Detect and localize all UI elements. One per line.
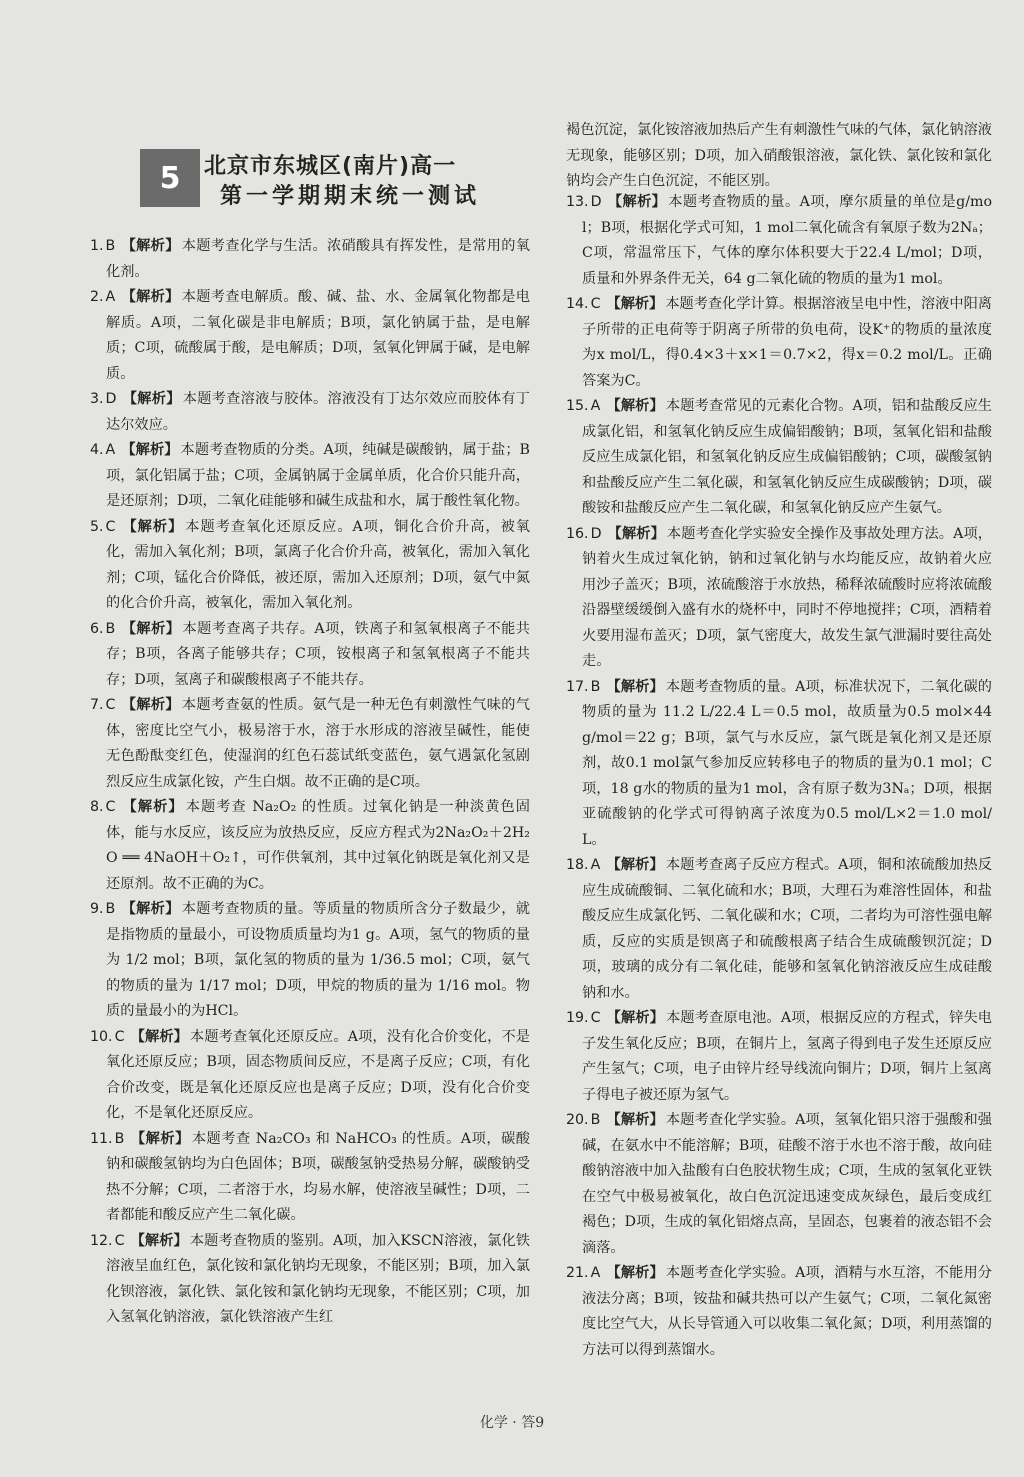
answer-item xyxy=(90,795,530,897)
answer-text: 本题考查常见的元素化合物。A项，铝和盐酸反应生成氯化铝，和氢氧化钠反应生成偏铝酸钠；B项，氢氧化铝和盐酸反应生成氯化铝，和氢氧化钠反应生成偏铝酸钠；C项，碳酸氢钠和盐酸反应产生二氧化碳，和氢氧化钠反应生成碳酸钠；D项，碳酸铵和盐酸反应产生二氧化碳，和氢氧化钠反应产生氨气。 xyxy=(582,398,992,516)
answer-choice: B xyxy=(590,678,601,695)
answer-item xyxy=(90,285,530,387)
answer-num: 7. xyxy=(90,697,104,713)
answer-text: 本题考查化学实验。A项，氢氧化铝只溶于强酸和强碱，在氨水中不能溶解；B项，硅酸不溶于水也不溶于酸，故向硅酸钠溶液中加入盐酸有白色胶状物生成；C项，生成的氢氧化亚铁在空气中极易被氧化，故白色沉淀迅速变成灰绿色，最后变成红褐色；D项，生成的氧化铝熔点高，呈固态，包裹着的液态铝不会滴落。 xyxy=(582,1112,992,1256)
answer-tag: 【解析】 xyxy=(130,1232,188,1249)
answer-choice: A xyxy=(105,289,116,305)
answer-tag: 【解析】 xyxy=(121,442,179,458)
answer-item xyxy=(90,438,530,515)
answer-num: 10. xyxy=(90,1028,113,1045)
answer-tag: 【解析】 xyxy=(606,296,664,312)
answer-item xyxy=(566,1006,992,1108)
answer-choice: C xyxy=(114,1028,125,1045)
answer-tag: 【解析】 xyxy=(607,525,665,542)
answer-num: 9. xyxy=(90,901,104,917)
answer-choice: D xyxy=(105,391,117,407)
answer-text: 本题考查原电池。A项，根据反应的方程式，锌失电子发生氧化反应；B项，在铜片上，氢离子得到电子发生还原反应产生氢气；C项，电子由锌片经导线流向铜片；D项，铜片上氢离子得电子被还原为氢气。 xyxy=(582,1010,992,1103)
answer-choice: C xyxy=(590,296,601,312)
answer-tag: 【解析】 xyxy=(606,857,664,873)
answer-num: 3. xyxy=(90,391,104,407)
answer-num: 17. xyxy=(566,678,589,695)
answer-num: 11. xyxy=(90,1130,113,1147)
answer-item xyxy=(566,853,992,1006)
answer-num: 16. xyxy=(566,525,589,542)
answer-tag: 【解析】 xyxy=(606,1010,665,1026)
answer-text: 本题考查溶液与胶体。溶液没有丁达尔效应而胶体有丁达尔效应。 xyxy=(106,391,530,433)
answer-text: 本题考查 Na₂O₂ 的性质。过氧化钠是一种淡黄色固体，能与水反应，该反应为放热反应，反应方程式为2Na₂O₂＋2H₂O ══ 4NaOH＋O₂↑，可作供氧剂，其中过氧化钠既是氧化剂又是还原剂。故不正确的为C。 xyxy=(106,799,530,892)
answer-text: 本题考查电解质。酸、碱、盐、水、金属氧化物都是电解质。A项，二氧化碳是非电解质；B项，氯化钠属于盐，是电解质；C项，硫酸属于酸，是电解质；D项，氢氧化钾属于碱，是电解质。 xyxy=(106,289,530,382)
answer-item xyxy=(90,617,530,694)
answer-choice: B xyxy=(105,901,116,917)
answer-text: 本题考查化学与生活。浓硝酸具有挥发性，是常用的氧化剂。 xyxy=(106,238,530,280)
answer-text: 本题考查氧化还原反应。A项，没有化合价变化，不是氧化还原反应；B项，固态物质间反应，不是离子反应；C项，有化合价改变，既是氧化还原反应也是离子反应；D项，没有化合价变化，不是氧化还原反应。 xyxy=(106,1028,530,1121)
answer-num: 2. xyxy=(90,289,104,305)
answer-num: 14. xyxy=(566,296,589,312)
answer-num: 8. xyxy=(90,799,104,815)
answer-item xyxy=(566,190,992,292)
answer-choice: A xyxy=(590,1265,601,1281)
answer-num: 20. xyxy=(566,1112,589,1128)
answer-choice: C xyxy=(105,799,116,815)
answer-tag: 【解析】 xyxy=(122,391,181,407)
answer-tag: 【解析】 xyxy=(606,1112,664,1128)
answer-tag: 【解析】 xyxy=(121,518,184,535)
answer-tag: 【解析】 xyxy=(606,678,664,695)
answer-text: 本题考查物质的鉴别。A项，加入KSCN溶液，氯化铁溶液呈血红色，氯化铵和氯化钠均无现象，不能区别；B项，加入氯化钡溶液，氯化铁、氯化铵和氯化钠均无现象，不能区别；C项，加入氢氧化钠溶液，氯化铁溶液产生红 xyxy=(106,1232,530,1325)
answer-item xyxy=(90,234,530,285)
answer-tag: 【解析】 xyxy=(130,1130,190,1147)
section-title-line-1: 北京市东城区(南片)高一 xyxy=(204,154,457,179)
answer-num: 21. xyxy=(566,1265,589,1281)
answer-num: 1. xyxy=(90,238,104,254)
section-title-line-2: 第一学期期末统一测试 xyxy=(220,184,481,209)
answer-num: 18. xyxy=(566,857,589,873)
answer-item xyxy=(566,675,992,854)
answer-item xyxy=(566,394,992,522)
left-column-answers xyxy=(90,234,530,1331)
answer-choice: D xyxy=(590,525,602,542)
answer-item xyxy=(90,387,530,438)
answer-num: 4. xyxy=(90,442,104,458)
answer-text: 本题考查化学实验。A项，酒精与水互溶，不能用分液法分离；B项，铵盐和碱共热可以产生氨气；C项，二氧化氮密度比空气大，从长导管通入可以收集二氧化氮；D项，利用蒸馏的方法可以得到蒸馏水。 xyxy=(582,1265,992,1358)
answer-tag: 【解析】 xyxy=(606,1265,664,1281)
answer-tag: 【解析】 xyxy=(121,799,184,815)
answer-text: 本题考查物质的量。A项，标准状况下，二氧化碳的物质的量为 11.2 L/22.4 L＝0.5 mol，故质量为0.5 mol×44 g/mol＝22 g；B项，氯气与水反应，氯气既是氧化剂又是还原剂，故0.1 mol氯气参加反应转移电子的物质的量为0.1 mol；C项，18 g水的物质的量为1 mol，含有原子数为3Nₐ；D项，根据亚硫酸钠的化学式可得钠离子浓度为0.5 mol/L×2＝1.0 mol/L。 xyxy=(582,678,992,848)
answer-choice: B xyxy=(114,1130,125,1147)
page-footer: 化学 · 答9 xyxy=(479,1415,545,1431)
answer-item xyxy=(566,1261,992,1363)
answer-text: 本题考查化学计算。根据溶液呈电中性，溶液中阳离子所带的正电荷等于阴离子所带的负电荷，设K⁺的物质的量浓度为x mol/L，得0.4×3＋x×1＝0.7×2，得x＝0.2 mol/L。正确答案为C。 xyxy=(582,296,992,389)
answer-choice: D xyxy=(590,194,602,210)
answer-choice: A xyxy=(590,398,601,414)
answer-item xyxy=(90,515,530,617)
answer-choice: B xyxy=(105,238,116,254)
answer-tag: 【解析】 xyxy=(121,289,180,305)
answer-text: 本题考查 Na₂CO₃ 和 NaHCO₃ 的性质。A项，碳酸钠和碳酸氢钠均为白色固体；B项，碳酸氢钠受热易分解，碳酸钠受热不分解；C项，二者溶于水，均易水解，使溶液呈碱性；D项，二者都能和酸反应产生二氧化碳。 xyxy=(106,1130,530,1223)
answer-choice: C xyxy=(114,1232,125,1249)
answer-item xyxy=(90,693,530,795)
answer-num: 19. xyxy=(566,1010,589,1026)
answer-choice: C xyxy=(105,697,116,713)
answer-12-continued: 褐色沉淀，氯化铵溶液加热后产生有刺激性气味的气体，氯化钠溶液无现象，能够区别；D项，加入硝酸银溶液，氯化铁、氯化铵和氯化钠均会产生白色沉淀，不能区别。 xyxy=(566,122,992,189)
answer-text: 本题考查离子反应方程式。A项，铜和浓硫酸加热反应生成硫酸铜、二氧化硫和水；B项，大理石为难溶性固体，和盐酸反应生成氯化钙、二氧化碳和水；C项，二者均为可溶性强电解质，反应的实质是钡离子和硫酸根离子结合生成硫酸钡沉淀；D项，玻璃的成分有二氧化硅，能够和氢氧化钠溶液反应生成硅酸钠和水。 xyxy=(582,857,992,1001)
answer-item xyxy=(90,1229,530,1331)
answer-tag: 【解析】 xyxy=(121,620,181,637)
answer-tag: 【解析】 xyxy=(121,697,180,713)
answer-tag: 【解析】 xyxy=(130,1028,188,1045)
answer-num: 12. xyxy=(90,1232,113,1249)
answer-text: 本题考查氨的性质。氨气是一种无色有刺激性气味的气体，密度比空气小，极易溶于水，溶于水形成的溶液呈碱性，能使无色酚酞变红色，使湿润的红色石蕊试纸变蓝色，氨气遇氯化氢剧烈反应生成氯化铵，产生白烟。故不正确的是C项。 xyxy=(106,697,530,790)
answer-num: 15. xyxy=(566,398,589,414)
section-number-badge: 5 xyxy=(140,149,200,207)
answer-choice: B xyxy=(590,1112,601,1128)
section-header xyxy=(140,145,480,211)
answer-tag: 【解析】 xyxy=(121,901,180,917)
right-column-answers xyxy=(566,190,992,1363)
answer-choice: A xyxy=(105,442,116,458)
answer-text: 本题考查化学实验安全操作及事故处理方法。A项，钠着火生成过氧化钠，钠和过氧化钠与水均能反应，故钠着火应用沙子盖灭；B项，浓硫酸溶于水放热，稀释浓硫酸时应将浓硫酸沿器壁缓缓倒入盛有水的烧杯中，同时不停地搅拌；C项，酒精着火要用湿布盖灭；D项，氯气密度大，故发生氯气泄漏时要往高处走。 xyxy=(582,525,992,669)
answer-tag: 【解析】 xyxy=(607,194,667,210)
answer-tag: 【解析】 xyxy=(606,398,664,414)
answer-text: 本题考查物质的量。等质量的物质所含分子数最少，就是指物质的量最小，可设物质质量均为1 g。A项，氢气的物质的量为 1/2 mol；B项，氯化氢的物质的量为 1/36.5 mol；C项，氨气的物质的量为 1/17 mol；D项，甲烷的物质的量为 1/16 mol。物质的量最小的为HCl。 xyxy=(106,901,530,1019)
answer-choice: B xyxy=(105,620,116,637)
answer-text: 本题考查离子共存。A项，铁离子和氢氧根离子不能共存；B项，各离子能够共存；C项，铵根离子和氢氧根离子不能共存；D项，氢离子和碳酸根离子不能共存。 xyxy=(106,620,530,688)
answer-choice: C xyxy=(105,518,116,535)
answer-item xyxy=(90,1025,530,1127)
answer-tag: 【解析】 xyxy=(121,238,180,254)
answer-text: 本题考查氧化还原反应。A项，铜化合价升高，被氧化，需加入氧化剂；B项，氯离子化合价升高，被氧化，需加入氧化剂；C项，锰化合价降低，被还原，需加入还原剂；D项，氨气中氮的化合价升高，被氧化，需加入氧化剂。 xyxy=(106,518,530,611)
answer-choice: C xyxy=(590,1010,601,1026)
answer-choice: A xyxy=(590,857,601,873)
answer-item xyxy=(90,897,530,1025)
answer-text: 本题考查物质的量。A项，摩尔质量的单位是g/mol；B项，根据化学式可知，1 mol二氧化硫含有氧原子数为2Nₐ；C项，常温常压下，气体的摩尔体积要大于22.4 L/mol；D项，质量和外界条件无关，64 g二氧化硫的物质的量为1 mol。 xyxy=(582,194,992,287)
answer-num: 6. xyxy=(90,620,104,637)
answer-item xyxy=(566,292,992,394)
answer-text: 本题考查物质的分类。A项，纯碱是碳酸钠，属于盐；B项，氯化铝属于盐；C项，金属钠属于金属单质，化合价只能升高，是还原剂；D项，二氧化硅能够和碱生成盐和水，属于酸性氧化物。 xyxy=(106,442,530,509)
answer-item xyxy=(566,522,992,675)
answer-item xyxy=(90,1127,530,1229)
answer-item xyxy=(566,1108,992,1261)
answer-num: 13. xyxy=(566,194,589,210)
answer-num: 5. xyxy=(90,518,104,535)
